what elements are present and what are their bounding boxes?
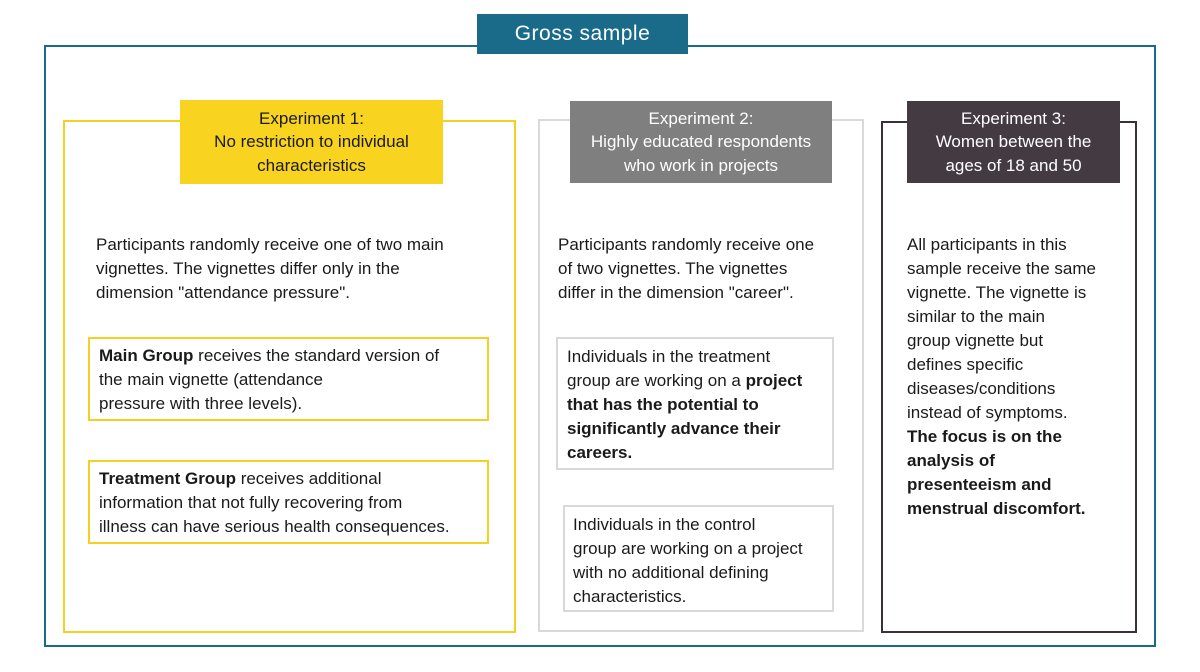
experiment-2-header — [570, 101, 832, 183]
main-group-text: receives the standard version of — [193, 346, 440, 365]
experiment-2-header-line: who work in projects — [623, 155, 778, 175]
treatment-group-box — [88, 460, 489, 544]
control-line: characteristics. — [573, 587, 687, 606]
treatment-bold-text: project — [745, 371, 803, 390]
treatment-line: careers. — [567, 443, 633, 462]
description-line: differ in the dimension "career". — [558, 283, 794, 302]
experiment-3-header-line: Experiment 3: — [961, 108, 1066, 128]
experiment-2-header-line: Experiment 2: — [648, 108, 754, 128]
treatment-line: significantly advance their — [567, 419, 781, 438]
focus-line: The focus is on the — [907, 427, 1062, 446]
experiment-1-header-line: No restriction to individual — [214, 132, 409, 152]
description-line: dimension "attendance pressure". — [96, 283, 350, 302]
experiment-1-header-line: Experiment 1: — [259, 108, 364, 128]
treatment-text: group are working on a — [567, 371, 746, 390]
experiment-1-header — [180, 100, 443, 184]
main-group-label: Main Group — [99, 346, 194, 365]
treatment-line: that has the potential to — [567, 395, 759, 414]
treatment-line — [567, 369, 823, 393]
control-line: Individuals in the control — [573, 515, 756, 534]
gross-sample-title: Gross sample — [477, 14, 688, 54]
career-treatment-box — [556, 337, 834, 470]
treatment-group-line: illness can have serious health consequences. — [99, 517, 450, 536]
description-line: of two vignettes. The vignettes — [558, 259, 788, 278]
career-control-box — [563, 505, 834, 612]
treatment-group-line — [99, 467, 478, 491]
treatment-group-label: Treatment Group — [99, 469, 236, 488]
focus-line: menstrual discomfort. — [907, 499, 1086, 518]
description-line: All participants in this — [907, 235, 1067, 254]
experiment-3-description — [907, 233, 1127, 521]
description-line: similar to the main — [907, 307, 1045, 326]
experiment-3-header-line: Women between the — [935, 132, 1092, 152]
experiment-2-header-line: Highly educated respondents — [590, 132, 812, 152]
main-group-line: the main vignette (attendance — [99, 370, 323, 389]
focus-line: analysis of — [907, 451, 995, 470]
treatment-group-line: information that not fully recovering from — [99, 493, 403, 512]
experiment-3-header-line: ages of 18 and 50 — [945, 155, 1082, 175]
description-line: Participants randomly receive one of two main — [96, 235, 444, 254]
experiment-2-description — [558, 233, 853, 305]
description-line: Participants randomly receive one — [558, 235, 815, 254]
description-line: diseases/conditions — [907, 379, 1056, 398]
description-line: sample receive the same — [907, 259, 1096, 278]
focus-line: presenteeism and — [907, 475, 1052, 494]
control-line: with no additional defining — [573, 563, 769, 582]
treatment-group-text: receives additional — [235, 469, 382, 488]
main-group-line — [99, 344, 478, 368]
experiment-3-header — [907, 101, 1120, 183]
treatment-line: Individuals in the treatment — [567, 347, 771, 366]
description-line: instead of symptoms. — [907, 403, 1068, 422]
description-line: defines specific — [907, 355, 1024, 374]
description-line: group vignette but — [907, 331, 1044, 350]
description-line: vignette. The vignette is — [907, 283, 1087, 302]
control-line: group are working on a project — [573, 539, 803, 558]
experiment-1-description — [96, 233, 496, 305]
main-group-box — [88, 337, 489, 421]
main-group-line: pressure with three levels). — [99, 394, 303, 413]
experiment-1-header-line: characteristics — [257, 155, 366, 175]
description-line: vignettes. The vignettes differ only in the — [96, 259, 400, 278]
